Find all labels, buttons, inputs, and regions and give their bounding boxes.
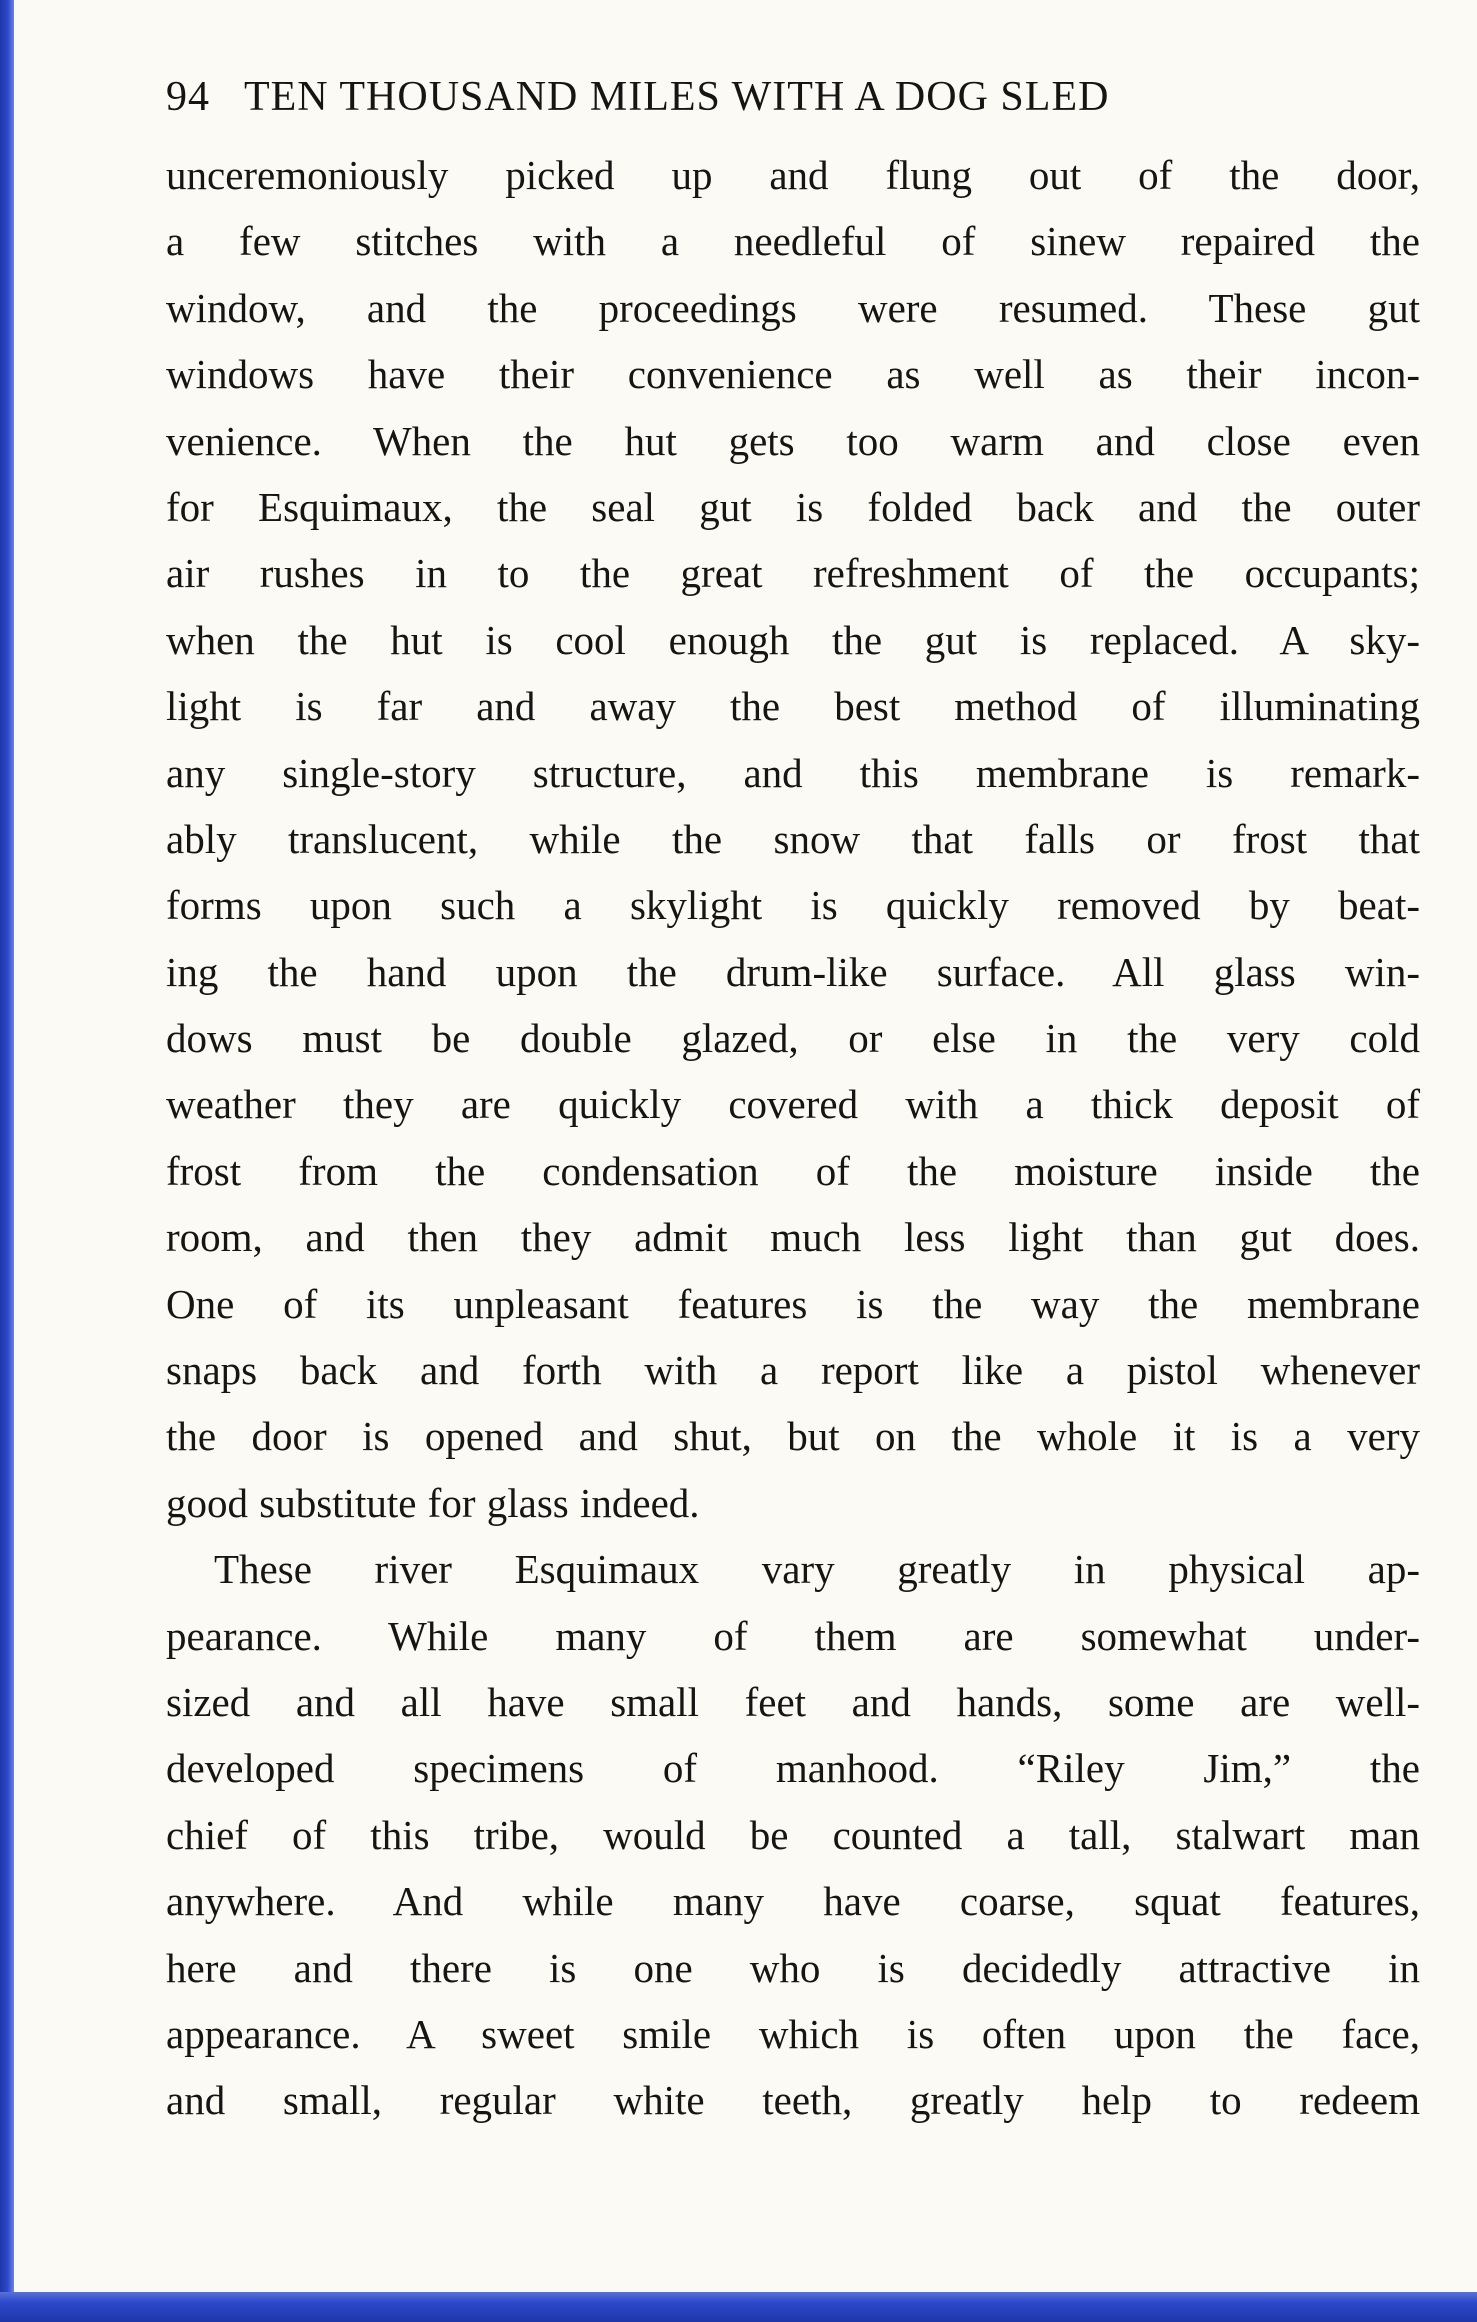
text-line: venience. When the hut gets too warm and close even [166,417,1420,464]
text-line: a few stitches with a needleful of sinew repaired the [166,218,1420,265]
text-line: air rushes in to the great refreshment of the occupants; [166,550,1420,597]
text-line: and small, regular white teeth, greatly help to redeem [166,2077,1420,2124]
text-line: unceremoniously picked up and flung out of the door, [166,152,1420,198]
scan-edge-bottom [0,2292,1477,2322]
scan-edge-left [0,0,14,2322]
text-line: here and there is one who is decidedly attractive in [166,1944,1420,1991]
text-line: the door is opened and shut, but on the whole it is a very [166,1413,1420,1460]
text-line: One of its unpleasant features is the way the membrane [166,1280,1420,1327]
text-line: developed specimens of manhood. “Riley Jim,” the [166,1745,1420,1792]
running-title: TEN THOUSAND MILES WITH A DOG SLED [244,74,1110,120]
text-line: dows must be double glazed, or else in the very cold [166,1015,1420,1062]
text-line: ably translucent, while the snow that falls or frost that [166,815,1420,862]
text-line: when the hut is cool enough the gut is replaced. A sky- [166,616,1420,663]
text-line: room, and then they admit much less light than gut does. [166,1214,1420,1261]
text-line: for Esquimaux, the seal gut is folded back and the outer [166,483,1420,530]
running-head [166,64,1420,130]
text-line: window, and the proceedings were resumed. These gut [166,284,1420,331]
text-line: appearance. A sweet smile which is often upon the face, [166,2010,1420,2057]
text-line: weather they are quickly covered with a thick deposit of [166,1081,1420,1128]
text-line: snaps back and forth with a report like a pistol whenever [166,1347,1420,1394]
text-line: sized and all have small feet and hands, some are well- [166,1678,1420,1725]
text-line: anywhere. And while many have coarse, squat features, [166,1878,1420,1925]
text-line: pearance. While many of them are somewhat under- [166,1612,1420,1659]
text-line: windows have their convenience as well as their incon- [166,351,1420,398]
text-line: forms upon such a skylight is quickly removed by beat- [166,882,1420,929]
text-line: good substitute for glass indeed. [166,1479,700,1526]
text-line: light is far and away the best method of illuminating [166,683,1420,730]
text-line: These river Esquimaux vary greatly in physical ap- [214,1546,1420,1593]
text-line: chief of this tribe, would be counted a tall, stalwart man [166,1811,1420,1858]
page-content [166,64,1420,2134]
body-text [166,142,1420,2134]
text-line: ing the hand upon the drum-like surface. All glass win- [166,948,1420,995]
text-line: frost from the condensation of the moisture inside the [166,1147,1420,1194]
page-number: 94 [166,74,210,120]
text-line: any single-story structure, and this membrane is remark- [166,749,1420,796]
